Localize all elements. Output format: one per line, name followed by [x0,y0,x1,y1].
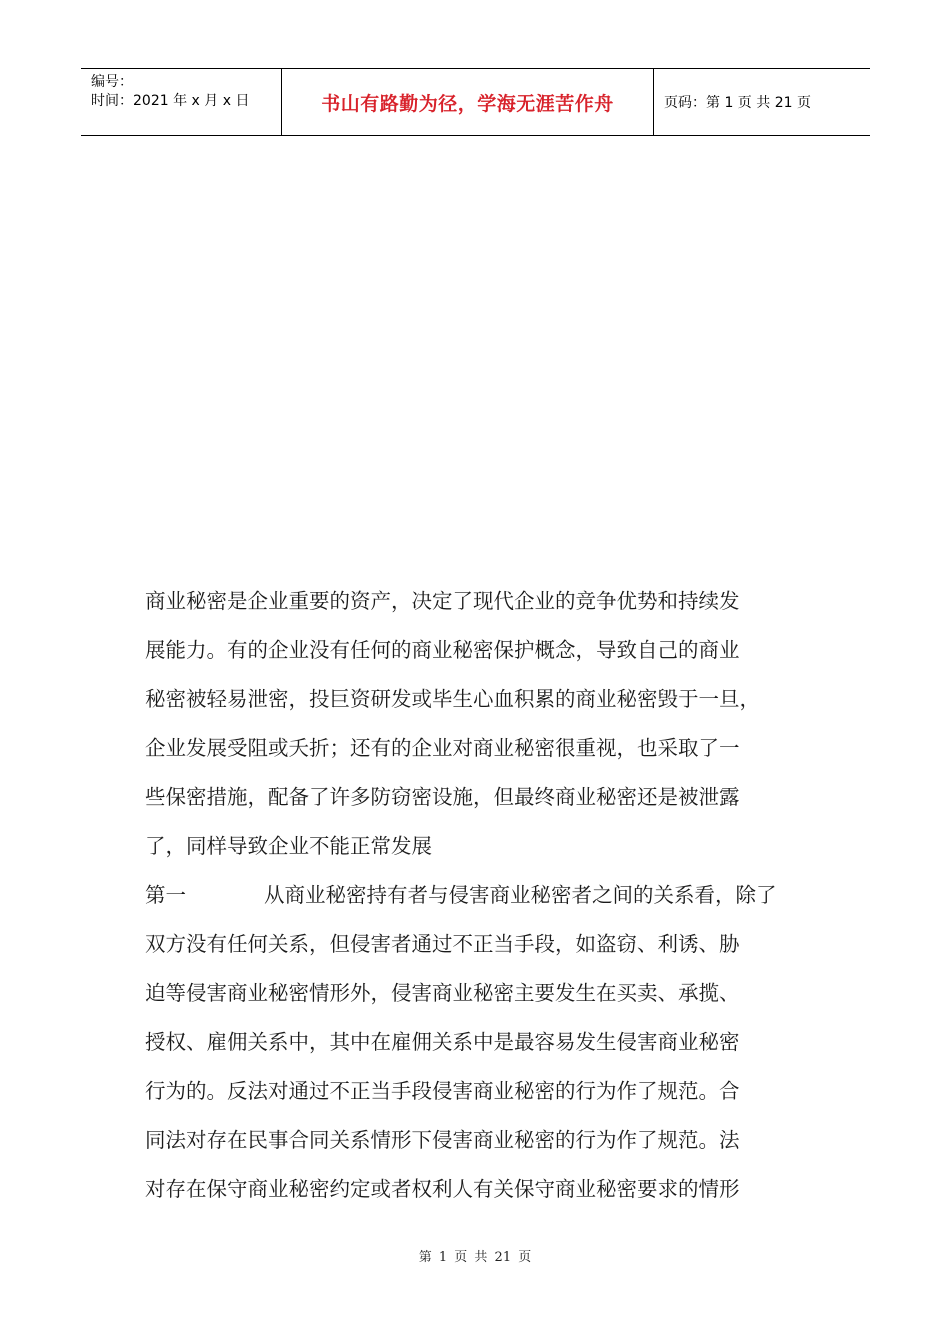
text-line [145,871,815,920]
document-body [145,577,815,1214]
text-line: 授权、雇佣关系中，其中在雇佣关系中是最容易发生侵害商业秘密 [145,1030,740,1054]
text-line: 迫等侵害商业秘密情形外，侵害商业秘密主要发生在买卖、承揽、 [145,981,740,1005]
text-line: 秘密被轻易泄密，投巨资研发或毕生心血积累的商业秘密毁于一旦， [145,687,760,711]
header-motto: 书山有路勤为径，学海无涯苦作舟 [281,69,654,135]
text-line: 了，同样导致企业不能正常发展 [145,834,432,858]
header-meta [81,69,281,135]
text-line: 展能力。有的企业没有任何的商业秘密保护概念，导致自己的商业 [145,638,740,662]
text-line: 双方没有任何关系，但侵害者通过不正当手段，如盗窃、利诱、胁 [145,932,740,956]
page-footer: 第 1 页 共 21 页 [418,1250,532,1265]
serial-number-label: 编号： [91,74,133,90]
section-first-line: 从商业秘密持有者与侵害商业秘密者之间的关系看，除了 [264,883,777,907]
text-line: 商业秘密是企业重要的资产，决定了现代企业的竞争优势和持续发 [145,589,740,613]
paragraph-intro [145,577,815,871]
text-line: 些保密措施，配备了许多防窃密设施，但最终商业秘密还是被泄露 [145,785,740,809]
header-page-info: 页码：第 1 页 共 21 页 [664,95,811,111]
document-header [81,68,870,136]
text-line: 行为的。反法对通过不正当手段侵害商业秘密的行为作了规范。合 [145,1079,740,1103]
text-line: 企业发展受阻或夭折；还有的企业对商业秘密很重视，也采取了一 [145,736,740,760]
text-line: 同法对存在民事合同关系情形下侵害商业秘密的行为作了规范。法 [145,1128,740,1152]
section-lead: 第一 [145,883,186,907]
paragraph-first-point [145,871,815,1214]
text-line: 对存在保守商业秘密约定或者权利人有关保守商业秘密要求的情形 [145,1177,740,1201]
date-label: 时间：2021 年 x 月 x 日 [91,93,250,109]
